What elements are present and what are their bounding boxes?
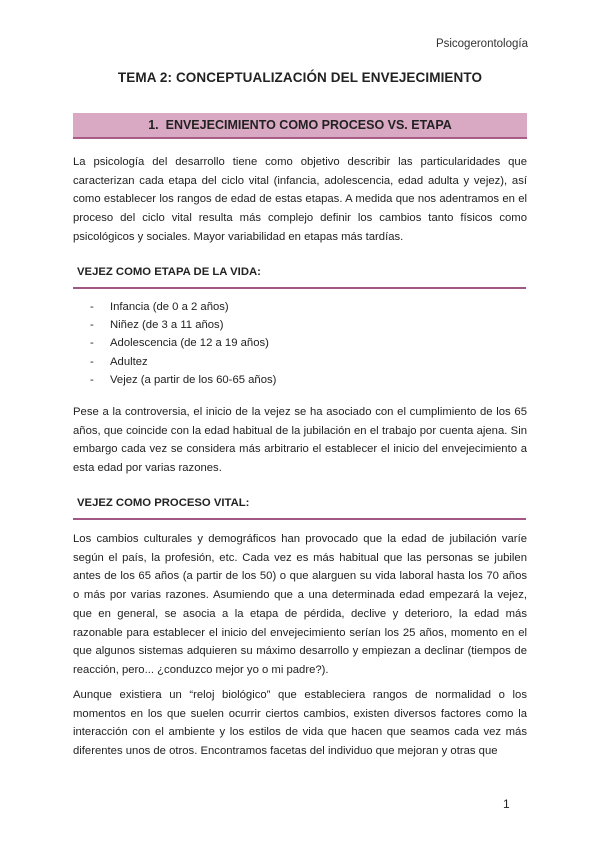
- proceso-paragraph-2: Aunque existiera un “reloj biológico” que estableciera rangos de normalidad o los momentos en los que suelen ocurrir ciertos cambios, existen diversos factores como la interacción con el ambiente y los estilos de vida que hacen que seamos cada vez más diferentes unos de otros. Encontramos facetas del individuo que mejoran y otras que: [73, 689, 527, 758]
- list-item: - Adolescencia (de 12 a 19 años): [90, 334, 276, 352]
- intro-paragraph: La psicología del desarrollo tiene como objetivo describir las particularidades que caracterizan cada etapa del ciclo vital (infancia, adolescencia, edad adulta y vejez), así como establecer los rangos de edad de estas etapas. A medida que nos adentramos en el proceso del ciclo vital resulta más complejo definir los cambios tanto físicos como psicológicos y sociales. Mayor variabilidad en etapas más tardías.: [73, 156, 527, 243]
- bullet-dash: -: [90, 301, 94, 313]
- bullet-dash: -: [90, 319, 94, 332]
- subsection-rule: [73, 518, 526, 520]
- document-title: TEMA 2: CONCEPTUALIZACIÓN DEL ENVEJECIMIENTO: [117, 70, 483, 85]
- section-title: ENVEJECIMIENTO COMO PROCESO VS. ETAPA: [165, 118, 452, 132]
- subsection-heading-proceso: VEJEZ COMO PROCESO VITAL:: [77, 497, 250, 509]
- list-item: - Adultez: [90, 353, 276, 371]
- subsection-rule: [73, 287, 526, 289]
- section-banner: [73, 113, 527, 139]
- section-number: 1.: [148, 118, 159, 132]
- life-stages-list: [90, 298, 276, 389]
- bullet-dash: -: [90, 373, 94, 386]
- list-item: - Niñez (de 3 a 11 años): [90, 316, 276, 334]
- bullet-dash: -: [90, 337, 94, 350]
- list-item: - Infancia (de 0 a 2 años): [90, 298, 276, 316]
- running-header: Psicogerontología: [435, 38, 528, 50]
- etapa-paragraph: Pese a la controversia, el inicio de la vejez se ha asociado con el cumplimiento de los 65 años, que coincide con la edad habitual de la jubilación en el trabajo por cuenta ajena. Sin embargo cada vez se considera más arbitrario el establecer el inicio del envejecimiento a esta edad por varias razones.: [73, 406, 527, 475]
- subsection-heading-etapa: VEJEZ COMO ETAPA DE LA VIDA:: [77, 266, 261, 278]
- bullet-dash: -: [90, 355, 94, 368]
- list-item: - Vejez (a partir de los 60-65 años): [90, 371, 276, 389]
- page-number: 1: [503, 797, 510, 811]
- proceso-paragraph-1: Los cambios culturales y demográficos han provocado que la edad de jubilación varíe según el país, la profesión, etc. Cada vez es más habitual que las personas se jubilen antes de los 65 años (a partir de los 50) o que alarguen su vida laboral hasta los 70 años o más por varias razones. Asumiendo que a una determinada edad empezará la vejez, que en general, se asocia a la etapa de pérdida, declive y deterioro, la edad más razonable para establecer el inicio del envejecimiento serían los 25 años, momento en el que algunos sistemas adquieren su máximo desarrollo y empiezan a declinar (tiempos de reacción, pero... ¿conduzco mejor yo o mi padre?).: [73, 533, 527, 676]
